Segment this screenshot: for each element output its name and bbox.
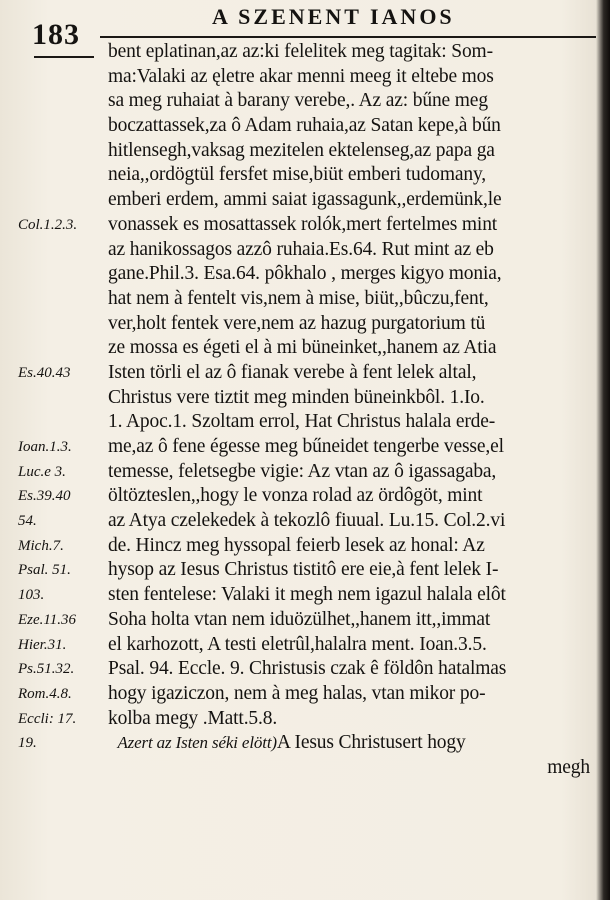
text-line: az Atya czelekedek à tekozlô fiuual. Lu.15. Col.2.vi — [108, 510, 506, 532]
margin-note — [18, 114, 110, 139]
catchword: megh — [547, 756, 590, 778]
margin-note: 19. — [18, 735, 37, 752]
header-rule — [100, 36, 596, 38]
margin-note: Col.1.2.3. — [18, 216, 78, 233]
text-line: hat nem à fentelt vis,nem à mise, biüt,,bûczu,fent, — [108, 287, 489, 309]
margin-note: Eccli: 17. — [18, 710, 77, 727]
margin-note — [18, 238, 110, 263]
margin-note: Psal. 51. — [18, 562, 71, 579]
margin-note — [18, 336, 110, 361]
margin-note — [18, 386, 110, 411]
margin-note — [18, 139, 110, 164]
text-line: Soha holta vtan nem iduözülhet,,hanem itt,,immat — [108, 608, 491, 630]
margin-note: Hier.31. — [18, 636, 67, 653]
text-line: gane.Phil.3. Esa.64. pôkhalo , merges kigyo monia, — [108, 263, 502, 285]
margin-note — [18, 287, 110, 312]
text-line: Isten törli el az ô fianak verebe à fent lelek altal, — [108, 361, 477, 383]
main-text — [108, 40, 596, 781]
running-head: A SZENENT IANOS — [212, 4, 455, 29]
text-line: temesse, feletsegbe vigie: Az vtan az ô igassagaba, — [108, 460, 497, 482]
margin-note — [18, 163, 110, 188]
closing-text: A Iesus Christusert hogy — [276, 732, 466, 754]
text-line: boczattassek,za ô Adam ruhaia,az Satan kepe,à bűn — [108, 115, 501, 137]
margin-note — [18, 65, 110, 90]
margin-note: Ioan.1.3. — [18, 439, 72, 455]
text-line: ma:Valaki az ęletre akar menni meeg it eltebe mos — [108, 65, 494, 87]
margin-notes — [18, 40, 110, 756]
text-line: hysop az Iesus Christus tistitô ere eie,à fent lelek I- — [108, 559, 499, 581]
text-line: emberi erdem, ammi saiat igassagunk,,erdemünk,le — [108, 189, 502, 211]
text-line: kolba megy .Matt.5.8. — [108, 707, 278, 729]
page-number: 183 — [32, 18, 80, 51]
text-line: sa meg ruhaiat à barany verebe,. Az az: bűne meg — [108, 90, 488, 112]
margin-note — [18, 262, 110, 287]
margin-note: Es.39.40 — [18, 488, 71, 505]
text-line: bent eplatinan,az az:ki felelitek meg tagitak: Som- — [108, 41, 493, 62]
margin-note: Mich.7. — [18, 537, 64, 554]
text-line: neia,,ordögtül fersfet mise,biüt emberi tudomany, — [108, 164, 487, 186]
text-line: el karhozott, A testi eletrûl,halalra ment. Ioan.3.5. — [108, 633, 487, 655]
closing-line — [108, 731, 596, 756]
text-line: vonassek es mosattassek rolók,mert fertelmes mint — [108, 213, 498, 235]
margin-note: Ps.51.32. — [18, 661, 75, 678]
text-line: 1. Apoc.1. Szoltam errol, Hat Christus halala erde- — [108, 411, 496, 433]
text-line: Psal. 94. Eccle. 9. Christusis czak ê földôn hatalmas — [108, 658, 507, 680]
text-line: az hanikossagos azzô ruhaia.Es.64. Rut mint az eb — [108, 238, 494, 260]
text-line: me,az ô fene égesse meg bűneidet tengerbe vesse,el — [108, 436, 504, 457]
text-line: Christus vere tiztit meg minden büneinkbôl. 1.Io. — [108, 386, 485, 408]
text-line: hitlensegh,vaksag mezitelen ektelenseg,az papa ga — [108, 139, 495, 161]
margin-note — [18, 40, 110, 65]
margin-note: Luc.e 3. — [18, 463, 66, 480]
margin-note — [18, 312, 110, 337]
margin-note: Rom.4.8. — [18, 685, 72, 702]
margin-note: Es.40.43 — [18, 364, 71, 381]
margin-note — [18, 89, 110, 114]
text-line: öltözteslen,,hogy le vonza rolad az ördôgöt, mint — [108, 485, 483, 507]
text-line: sten fentelese: Valaki it megh nem igazul halala elôt — [108, 584, 506, 606]
margin-note — [18, 410, 110, 435]
text-line: ze mossa es égeti el à mi büneinket,,hanem az Atia — [108, 337, 497, 359]
closing-italic-lead: Azert az Isten séki elött) — [117, 733, 277, 753]
page-edge-shadow — [596, 0, 610, 900]
margin-note: 103. — [18, 587, 45, 604]
margin-note: 54. — [18, 513, 37, 530]
margin-note: Eze.11.36 — [18, 611, 77, 628]
text-line: hogy igaziczon, nem à meg halas, vtan mikor po- — [108, 682, 486, 704]
text-line: de. Hincz meg hyssopal feierb lesek az honal: Az — [108, 534, 485, 556]
text-line: ver,holt fentek vere,nem az hazug purgatorium tü — [108, 312, 486, 334]
margin-note — [18, 188, 110, 213]
